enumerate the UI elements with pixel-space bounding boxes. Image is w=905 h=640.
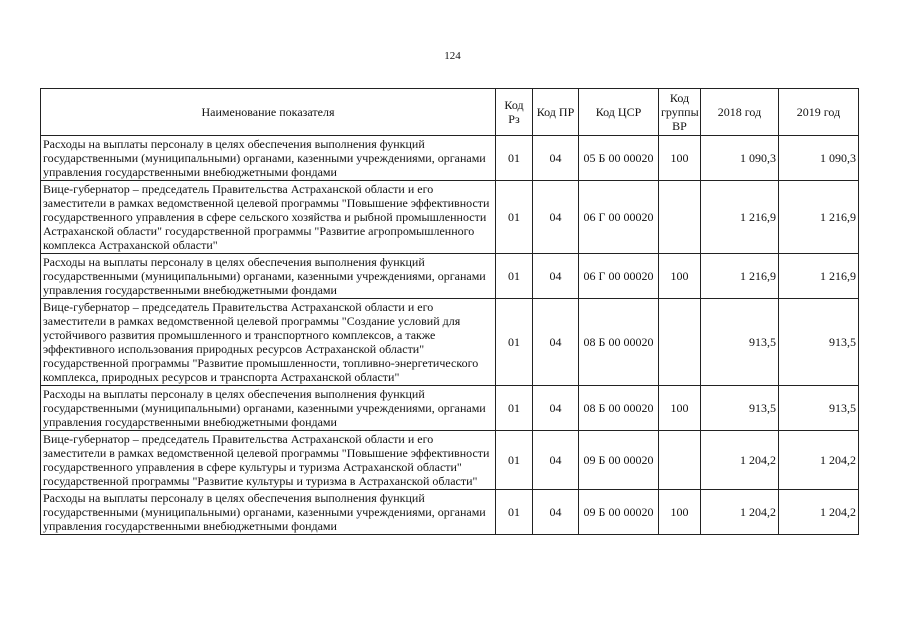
row-rz: 01 — [496, 299, 533, 386]
row-csr: 06 Г 00 00020 — [579, 181, 659, 254]
row-rz: 01 — [496, 490, 533, 535]
row-vr: 100 — [659, 386, 701, 431]
table-row — [41, 431, 859, 490]
row-2019: 1 090,3 — [779, 136, 859, 181]
table-row — [41, 490, 859, 535]
row-pr: 04 — [533, 181, 579, 254]
row-rz: 01 — [496, 431, 533, 490]
row-2018: 913,5 — [701, 299, 779, 386]
table-row — [41, 386, 859, 431]
budget-table — [40, 88, 859, 535]
row-rz: 01 — [496, 136, 533, 181]
table-row — [41, 254, 859, 299]
header-pr: Код ПР — [533, 89, 579, 136]
row-name: Расходы на выплаты персоналу в целях обеспечения выполнения функций государственными (муниципальными) органами, казенными учреждениями, органами управления государственными внебюджетными фондами — [41, 386, 496, 431]
page-number: 124 — [444, 50, 461, 62]
row-name: Расходы на выплаты персоналу в целях обеспечения выполнения функций государственными (муниципальными) органами, казенными учреждениями, органами управления государственными внебюджетными фондами — [41, 490, 496, 535]
header-csr: Код ЦСР — [579, 89, 659, 136]
row-pr: 04 — [533, 490, 579, 535]
row-2019: 913,5 — [779, 299, 859, 386]
row-pr: 04 — [533, 431, 579, 490]
row-pr: 04 — [533, 254, 579, 299]
row-2018: 1 216,9 — [701, 254, 779, 299]
row-2019: 1 216,9 — [779, 181, 859, 254]
row-vr: 100 — [659, 254, 701, 299]
row-2018: 1 216,9 — [701, 181, 779, 254]
table-row — [41, 181, 859, 254]
table-row — [41, 299, 859, 386]
row-2018: 913,5 — [701, 386, 779, 431]
header-row — [41, 89, 859, 136]
row-pr: 04 — [533, 386, 579, 431]
row-rz: 01 — [496, 254, 533, 299]
row-2019: 1 216,9 — [779, 254, 859, 299]
header-rz: Код Рз — [496, 89, 533, 136]
row-rz: 01 — [496, 181, 533, 254]
row-csr: 06 Г 00 00020 — [579, 254, 659, 299]
header-2019: 2019 год — [779, 89, 859, 136]
row-csr: 08 Б 00 00020 — [579, 299, 659, 386]
row-2018: 1 204,2 — [701, 490, 779, 535]
row-vr: 100 — [659, 490, 701, 535]
row-pr: 04 — [533, 299, 579, 386]
row-name: Расходы на выплаты персоналу в целях обеспечения выполнения функций государственными (муниципальными) органами, казенными учреждениями, органами управления государственными внебюджетными фондами — [41, 254, 496, 299]
row-csr: 09 Б 00 00020 — [579, 431, 659, 490]
row-csr: 08 Б 00 00020 — [579, 386, 659, 431]
header-vr: Код группы ВР — [659, 89, 701, 136]
row-vr — [659, 181, 701, 254]
row-name: Вице-губернатор – председатель Правительства Астраханской области и его заместители в рамках ведомственной целевой программы "Создание условий для устойчивого развития промышленного и транспортного комплексов, а также эффективного использования природных ресурсов Астраханской области" государственной программы "Развитие промышленности, топливно-энергетического комплекса, природных ресурсов и транспорта Астраханской области" — [41, 299, 496, 386]
row-pr: 04 — [533, 136, 579, 181]
row-2019: 1 204,2 — [779, 490, 859, 535]
row-2019: 1 204,2 — [779, 431, 859, 490]
row-rz: 01 — [496, 386, 533, 431]
row-2018: 1 090,3 — [701, 136, 779, 181]
row-csr: 09 Б 00 00020 — [579, 490, 659, 535]
row-vr — [659, 299, 701, 386]
row-vr — [659, 431, 701, 490]
row-csr: 05 Б 00 00020 — [579, 136, 659, 181]
header-2018: 2018 год — [701, 89, 779, 136]
row-2018: 1 204,2 — [701, 431, 779, 490]
row-name: Расходы на выплаты персоналу в целях обеспечения выполнения функций государственными (муниципальными) органами, казенными учреждениями, органами управления государственными внебюджетными фондами — [41, 136, 496, 181]
row-name: Вице-губернатор – председатель Правительства Астраханской области и его заместители в рамках ведомственной целевой программы "Повышение эффективности государственного управления в сфере культуры и туризма Астраханской области" государственной программы "Развитие культуры и туризма в Астраханской области" — [41, 431, 496, 490]
row-name: Вице-губернатор – председатель Правительства Астраханской области и его заместители в рамках ведомственной целевой программы "Повышение эффективности государственного управления в сфере сельского хозяйства и рыбной промышленности Астраханской области" государственной программы "Развитие агропромышленного комплекса Астраханской области" — [41, 181, 496, 254]
header-name: Наименование показателя — [41, 89, 496, 136]
table-row — [41, 136, 859, 181]
row-vr: 100 — [659, 136, 701, 181]
row-2019: 913,5 — [779, 386, 859, 431]
